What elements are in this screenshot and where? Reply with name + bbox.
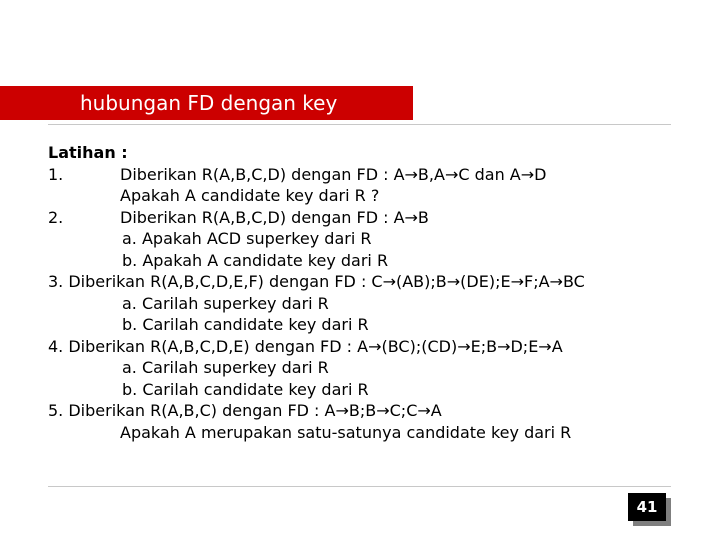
slide-title: hubungan FD dengan key [80, 91, 338, 115]
page-number: 41 [636, 498, 658, 516]
item-text: Diberikan R(A,B,C,D) dengan FD : A→B,A→C dan A→D [120, 164, 547, 184]
list-item [48, 422, 708, 444]
list-item [48, 185, 708, 207]
item-text: 3. Diberikan R(A,B,C,D,E,F) dengan FD : C→(AB);B→(DE);E→F;A→BC [48, 272, 585, 291]
exercise-heading: Latihan : [48, 143, 128, 162]
item-number: 2. [48, 207, 64, 227]
list-item [48, 207, 708, 229]
list-item [48, 314, 708, 336]
list-item [48, 164, 708, 186]
item-text: Apakah A candidate key dari R ? [120, 186, 380, 205]
list-item [48, 336, 708, 358]
item-number: 1. [48, 164, 64, 184]
item-text: Apakah A merupakan satu-satunya candidate key dari R [120, 422, 572, 442]
item-text: a. Apakah ACD superkey dari R [122, 229, 372, 248]
item-text: Diberikan R(A,B,C,D) dengan FD : A→B [120, 207, 429, 227]
item-text: a. Carilah superkey dari R [122, 293, 329, 313]
item-text: b. Carilah candidate key dari R [122, 379, 369, 399]
item-text: 5. Diberikan R(A,B,C) dengan FD : A→B;B→C;C→A [48, 401, 442, 420]
list-item [48, 250, 708, 272]
list-item [48, 379, 708, 401]
list-item [48, 400, 708, 422]
item-text: 4. Diberikan R(A,B,C,D,E) dengan FD : A→(BC);(CD)→E;B→D;E→A [48, 336, 563, 356]
item-text: b. Carilah candidate key dari R [122, 315, 369, 334]
bottom-divider [48, 486, 671, 487]
exercise-list [48, 142, 708, 443]
item-text: b. Apakah A candidate key dari R [122, 250, 389, 270]
list-item [48, 271, 708, 293]
list-item [48, 228, 708, 250]
item-text: a. Carilah superkey dari R [122, 358, 329, 377]
top-divider [48, 124, 671, 125]
list-item [48, 357, 708, 379]
exercise-heading-line [48, 142, 708, 164]
list-item [48, 293, 708, 315]
